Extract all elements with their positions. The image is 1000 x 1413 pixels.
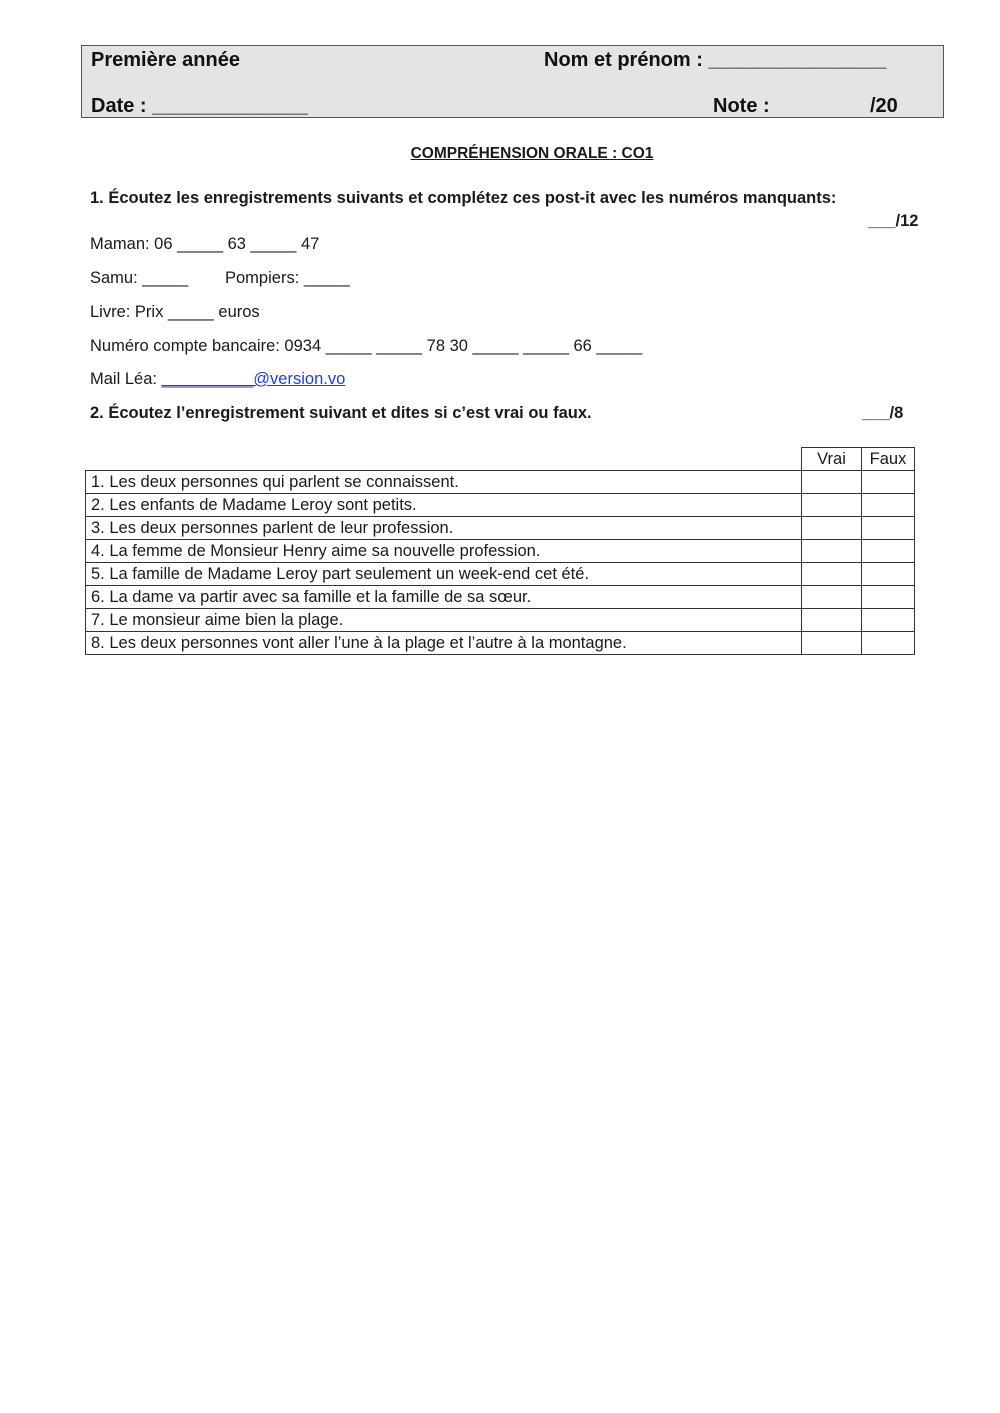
statement-text: 1. Les deux personnes qui parlent se connaissent. bbox=[86, 471, 802, 494]
statement-text: 5. La famille de Madame Leroy part seulement un week-end cet été. bbox=[86, 563, 802, 586]
statement-text: 2. Les enfants de Madame Leroy sont petits. bbox=[86, 494, 802, 517]
line-compte-bancaire[interactable]: Numéro compte bancaire: 0934 _____ _____ 78 30 _____ _____ 66 _____ bbox=[90, 337, 643, 355]
vrai-checkbox[interactable] bbox=[802, 471, 862, 494]
mail-label: Mail Léa: bbox=[90, 370, 162, 388]
vrai-checkbox[interactable] bbox=[802, 632, 862, 655]
table-row bbox=[86, 471, 915, 494]
faux-checkbox[interactable] bbox=[862, 540, 915, 563]
column-faux: Faux bbox=[862, 448, 915, 471]
vrai-checkbox[interactable] bbox=[802, 540, 862, 563]
table-row bbox=[86, 609, 915, 632]
statement-text: 3. Les deux personnes parlent de leur profession. bbox=[86, 517, 802, 540]
faux-checkbox[interactable] bbox=[862, 632, 915, 655]
line-maman[interactable]: Maman: 06 _____ 63 _____ 47 bbox=[90, 235, 320, 253]
mail-link[interactable]: __________@version.vo bbox=[161, 370, 346, 388]
statement-text: 8. Les deux personnes vont aller l’une à la plage et l’autre à la montagne. bbox=[86, 632, 802, 655]
true-false-table bbox=[85, 447, 915, 655]
question-1: 1. Écoutez les enregistrements suivants et complétez ces post-it avec les numéros manquants: bbox=[90, 189, 837, 207]
date-field[interactable]: Date : ______________ bbox=[91, 95, 308, 117]
line-samu[interactable]: Samu: _____ bbox=[90, 269, 189, 287]
question-2-score: ___/8 bbox=[862, 404, 904, 422]
faux-checkbox[interactable] bbox=[862, 563, 915, 586]
page-title: COMPRÉHENSION ORALE : CO1 bbox=[410, 145, 654, 162]
vrai-checkbox[interactable] bbox=[802, 517, 862, 540]
note-total: /20 bbox=[870, 95, 898, 117]
vrai-checkbox[interactable] bbox=[802, 494, 862, 517]
question-2: 2. Écoutez l’enregistrement suivant et dites si c’est vrai ou faux. bbox=[90, 404, 592, 422]
faux-checkbox[interactable] bbox=[862, 586, 915, 609]
table-row bbox=[86, 540, 915, 563]
line-pompiers[interactable]: Pompiers: _____ bbox=[225, 269, 350, 287]
question-1-score: ___/12 bbox=[868, 212, 919, 230]
vrai-checkbox[interactable] bbox=[802, 563, 862, 586]
note-label: Note : bbox=[713, 95, 770, 117]
line-livre[interactable]: Livre: Prix _____ euros bbox=[90, 303, 260, 321]
table-row bbox=[86, 517, 915, 540]
header-box bbox=[81, 45, 944, 118]
faux-checkbox[interactable] bbox=[862, 471, 915, 494]
table-row bbox=[86, 563, 915, 586]
level-label: Première année bbox=[91, 49, 240, 71]
vrai-checkbox[interactable] bbox=[802, 586, 862, 609]
faux-checkbox[interactable] bbox=[862, 517, 915, 540]
table-header-row bbox=[86, 448, 915, 471]
faux-checkbox[interactable] bbox=[862, 494, 915, 517]
faux-checkbox[interactable] bbox=[862, 609, 915, 632]
statement-text: 4. La femme de Monsieur Henry aime sa nouvelle profession. bbox=[86, 540, 802, 563]
vrai-checkbox[interactable] bbox=[802, 609, 862, 632]
table-row bbox=[86, 586, 915, 609]
table-row bbox=[86, 632, 915, 655]
statement-text: 6. La dame va partir avec sa famille et la famille de sa sœur. bbox=[86, 586, 802, 609]
table-row bbox=[86, 494, 915, 517]
column-vrai: Vrai bbox=[802, 448, 862, 471]
statement-text: 7. Le monsieur aime bien la plage. bbox=[86, 609, 802, 632]
name-field[interactable]: Nom et prénom : ________________ bbox=[544, 49, 887, 71]
line-mail bbox=[90, 370, 345, 389]
